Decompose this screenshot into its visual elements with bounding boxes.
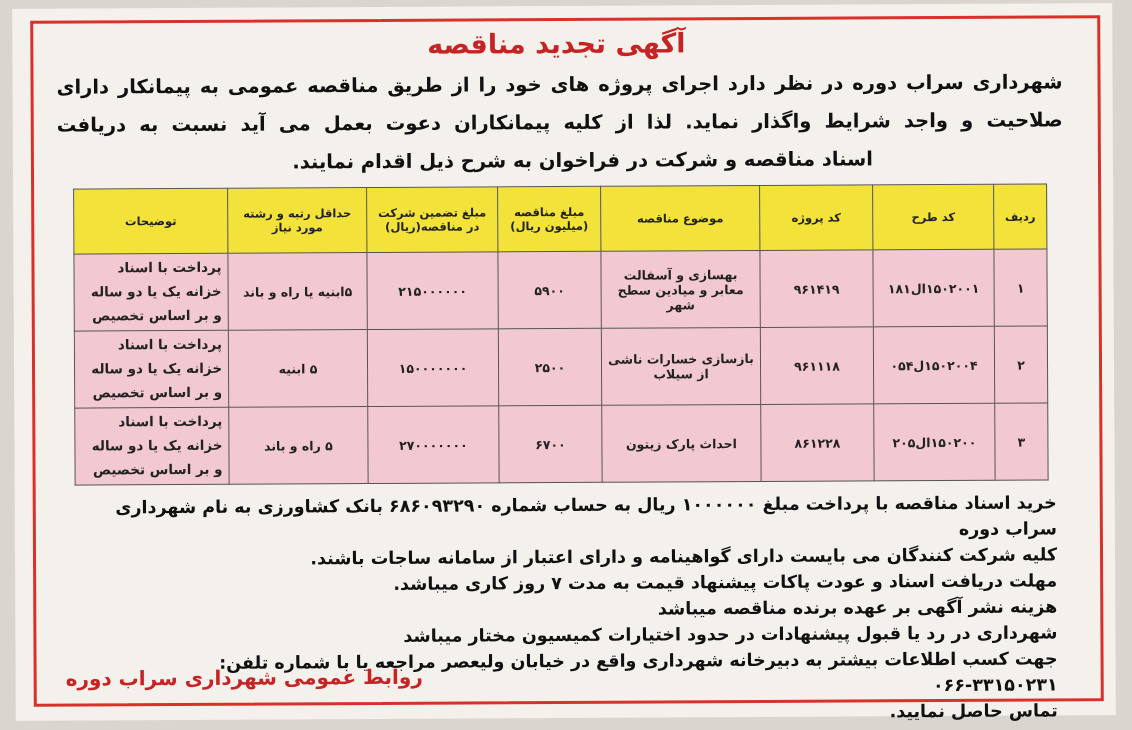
cell-project-code: ۸۶۱۲۲۸: [761, 404, 874, 482]
cell-rank: ۵ابنیه یا راه و باند: [228, 253, 367, 331]
tender-table: [73, 183, 1049, 485]
contact-closing: تماس حاصل نمایید.: [889, 701, 1058, 723]
cell-guarantee: ۱۵۰۰۰۰۰۰۰: [367, 329, 498, 407]
cell-subject: بازسازی خسارات ناشی از سیلاب: [601, 327, 760, 405]
tender-notice: [36, 21, 1079, 723]
header-row-number: ردیف: [994, 184, 1047, 249]
intro-line: شهرداری سراب دوره در نظر دارد اجرای پروژه های خود را از طریق مناقصه عمومی به پیمانکار دارای: [56, 70, 1063, 99]
certificate-requirement: کلیه شرکت کنندگان می بایست دارای گواهینامه و دارای اعتبار از سامانه ساجات باشند.: [310, 545, 1058, 570]
cell-row-number: ۱: [994, 249, 1047, 326]
cell-notes: پرداخت با اسناد خزانه یک یا دو ساله و بر اساس تخصیص: [74, 253, 228, 331]
cell-subject: احداث پارک زیتون: [602, 404, 761, 482]
cell-guarantee: ۲۱۵۰۰۰۰۰۰: [367, 252, 498, 330]
header-plan-code: کد طرح: [873, 184, 994, 250]
commission-authority-info: شهرداری در رد یا قبول پیشنهادات در حدود اختیارات کمیسیون مختار میباشد: [403, 623, 1058, 647]
intro-paragraph: [36, 63, 1077, 182]
cell-amount: ۶۷۰۰: [499, 405, 602, 483]
cell-plan-code: ۱۵۰۲۰۰۱ال۱۸۱: [873, 249, 994, 327]
deadline-info: مهلت دریافت اسناد و عودت پاکات پیشنهاد قیمت به مدت ۷ روز کاری میباشد.: [393, 571, 1058, 595]
header-rank: حداقل رتبه و رشته مورد نیاز: [228, 188, 367, 254]
cell-notes: پرداخت با اسناد خزانه یک یا دو ساله و بر اساس تخصیص: [74, 330, 228, 408]
cell-guarantee: ۲۷۰۰۰۰۰۰۰: [368, 406, 499, 484]
table-row: [75, 403, 1048, 485]
header-project-code: کد پروژه: [760, 185, 873, 251]
cell-project-code: ۹۶۱۴۱۹: [760, 250, 873, 328]
purchase-info: خرید اسناد مناقصه با پرداخت مبلغ ۱۰۰۰۰۰۰ ریال به حساب شماره ۶۸۶۰۹۳۲۹۰ بانک کشاورزی به نام شهرداری سراب دوره: [115, 493, 1057, 540]
table-header-row: [74, 184, 1047, 254]
header-amount: مبلغ مناقصه (میلیون ریال): [498, 186, 601, 252]
public-relations-signature: روابط عمومی شهرداری سراب دوره: [65, 664, 423, 691]
cell-amount: ۲۵۰۰: [498, 328, 601, 406]
cell-subject: بهسازی و آسفالت معابر و میادین سطح شهر: [601, 250, 760, 328]
header-subject: موضوع مناقصه: [601, 185, 760, 251]
phone-number: ۰۶۶-۳۳۱۵۰۲۳۱: [932, 675, 1058, 697]
cell-rank: ۵ راه و باند: [229, 407, 368, 485]
newspaper-clipping: [12, 3, 1116, 721]
cell-row-number: ۲: [994, 326, 1047, 403]
notice-title: آگهی تجدید مناقصه: [427, 28, 686, 61]
conditions-section: [39, 490, 1080, 729]
table-row: [74, 249, 1047, 331]
cell-project-code: ۹۶۱۱۱۸: [760, 327, 873, 405]
header-guarantee: مبلغ تضمین شرکت در مناقصه(ریال): [367, 187, 498, 253]
table-row: [74, 326, 1047, 408]
header-notes: توضیحات: [74, 188, 228, 254]
publication-cost-info: هزینه نشر آگهی بر عهده برنده مناقصه میباشد: [657, 597, 1058, 620]
intro-line: اسناد مناقصه و شرکت در فراخوان به شرح ذیل اقدام نمایند.: [292, 147, 874, 174]
contact-text: جهت کسب اطلاعات بیشتر به دبیرخانه شهرداری واقع در خیابان ولیعصر مراجعه یا با شماره تلفن:: [219, 649, 1058, 674]
cell-plan-code: ۱۵۰۲۰۰ال۲۰۵: [874, 403, 995, 481]
cell-notes: پرداخت با اسناد خزانه یک یا دو ساله و بر اساس تخصیص: [75, 407, 229, 485]
cell-rank: ۵ ابنیه: [228, 330, 367, 408]
cell-row-number: ۳: [995, 403, 1048, 480]
cell-plan-code: ۱۵۰۲۰۰۴ل۰۵۴: [873, 326, 994, 404]
cell-amount: ۵۹۰۰: [498, 251, 601, 329]
intro-line: صلاحیت و واجد شرایط واگذار نماید. لذا از کلیه پیمانکاران دعوت بعمل می آید نسبت به دریافت: [56, 108, 1063, 137]
